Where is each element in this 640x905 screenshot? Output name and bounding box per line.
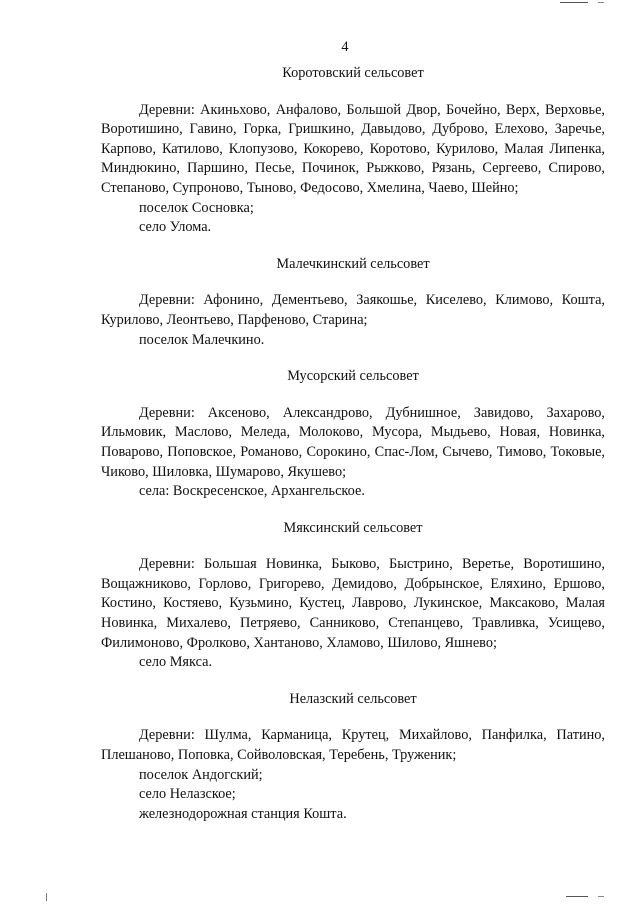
section-heading: Коротовский сельсовет xyxy=(282,65,424,81)
villages-list: Деревни: Афонино, Дементьево, Заякошье, Киселево, Климово, Кошта, Курилово, Леонтьево, Парфеново, Старина; xyxy=(101,292,605,328)
settlement-entry: поселок Андогский; xyxy=(139,766,263,783)
scan-mark-bottom-right xyxy=(566,896,588,897)
section-heading: Малечкинский сельсовет xyxy=(276,255,430,272)
settlement-entry: поселок Малечкино. xyxy=(139,331,265,348)
settlement-entry: село Улома. xyxy=(139,219,212,236)
settlement-entry: село Мякса. xyxy=(139,654,213,671)
villages-list: Деревни: Большая Новинка, Быково, Быстрино, Веретье, Воротишино, Вощажниково, Горлово, Григорево, Демидово, Добрынское, Еляхино, Ершово, Костино, Костяево, Кузьмино, Кустец, Лаврово, Лукинское, Максаково, Малая Новинка, Михалево, Петряево, Санниково, Степанцево, Травливка, Усищево, Филимоново, Фролково, Хантаново, Хламово, Шилово, Яшнево; xyxy=(101,556,605,651)
page-number: 4 xyxy=(341,39,349,55)
section-heading: Мусорский сельсовет xyxy=(287,368,419,385)
section-heading: Нелазский сельсовет xyxy=(289,690,417,707)
section-musorsky xyxy=(101,367,605,502)
settlement-entry: железнодорожная станция Кошта. xyxy=(139,805,347,822)
section-korotovsky xyxy=(101,64,605,238)
villages-list: Деревни: Акиньхово, Анфалово, Большой Двор, Бочейно, Верх, Верховье, Воротишино, Гавино, Горка, Гришкино, Давыдово, Дуброво, Елехово, Заречье, Карпово, Катилово, Клопузово, Кокорево, Коротово, Курилово, Малая Липенка, Миндюкино, Паршино, Песье, Починок, Рыжково, Рязань, Сергеево, Спирово, Степаново, Супроново, Тыново, Федосово, Хмелина, Чаево, Шейно; xyxy=(101,101,605,196)
scan-mark-top-right xyxy=(560,2,588,3)
settlement-entry: поселок Сосновка; xyxy=(139,199,254,216)
document-body xyxy=(101,64,605,824)
section-myaksinsky xyxy=(101,519,605,673)
section-nelazsky xyxy=(101,690,605,825)
villages-list: Деревни: Аксеново, Александрово, Дубнишное, Завидово, Захарово, Ильмовик, Маслово, Меледа, Молоково, Мусора, Мыдьево, Новая, Новинка, Поварово, Поповское, Романово, Сорокино, Спас-Лом, Сычево, Тимово, Токовые, Чиково, Шиловка, Шумарово, Якушево; xyxy=(101,404,605,480)
scan-mark-bottom-left xyxy=(46,893,47,901)
villages-list: Деревни: Шулма, Карманица, Крутец, Михайлово, Панфилка, Патино, Плешаново, Поповка, Сойволовская, Теребень, Труженик; xyxy=(101,727,605,764)
section-heading: Мяксинский сельсовет xyxy=(283,519,423,536)
section-malechkinsky xyxy=(101,255,605,350)
scan-mark-top-right-small xyxy=(598,2,604,3)
scan-mark-bottom-right-small xyxy=(598,896,604,897)
settlement-entry: село Нелазское; xyxy=(139,786,236,803)
settlement-entry: села: Воскресенское, Архангельское. xyxy=(139,483,365,500)
